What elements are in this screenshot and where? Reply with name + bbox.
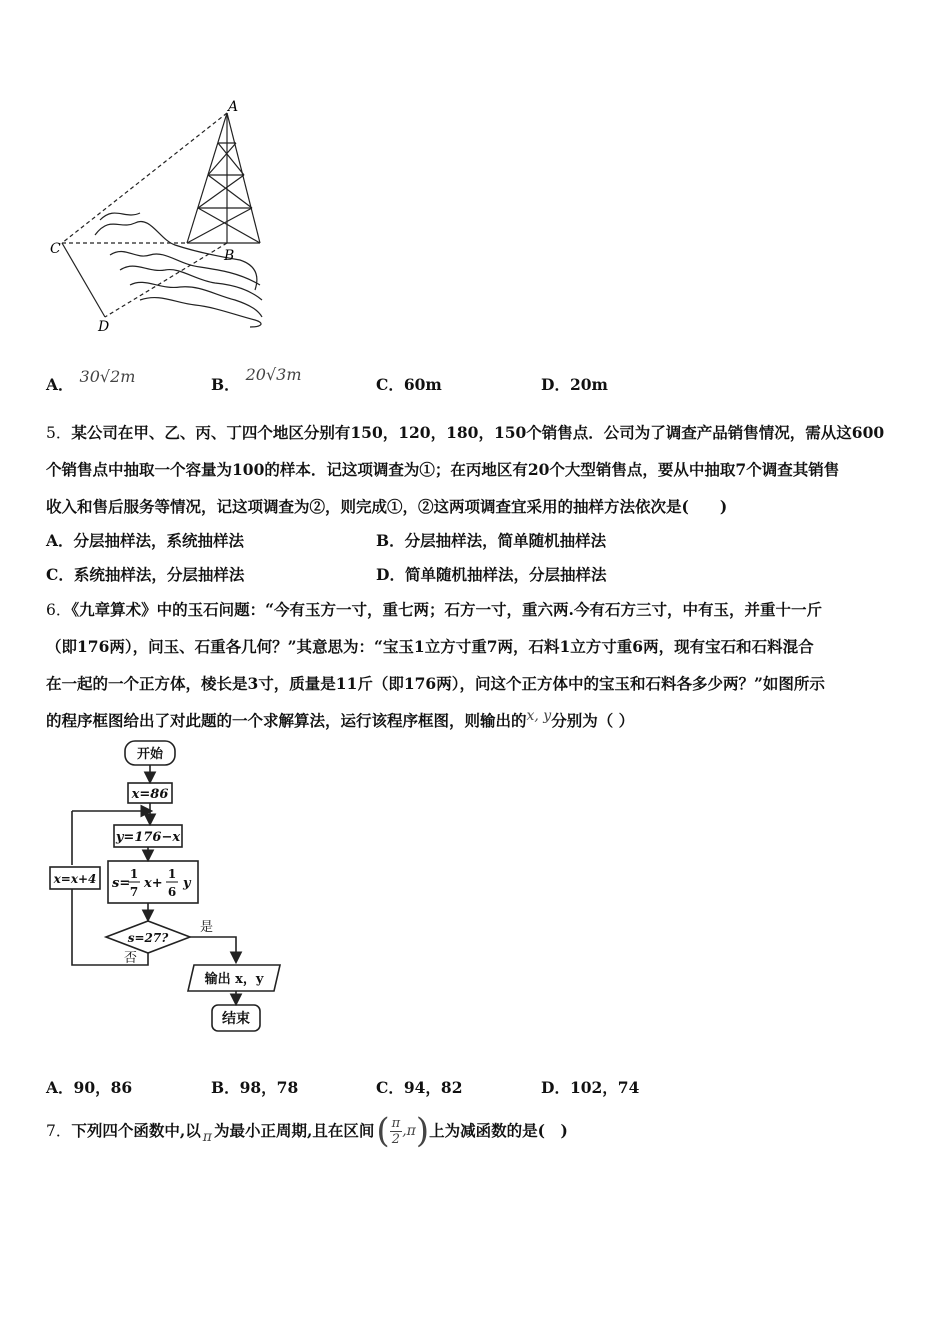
q6-line-3: 在一起的一个正方体，棱长是3寸，质量是11斤（即176两），问这个正方体中的宝玉和石料各多少两？”如图所示 [46,674,825,693]
q7-pi: π [202,1129,212,1145]
q5-number: 5． [46,424,72,442]
flow-s-prefix: s= [112,876,131,891]
flow-start-text: 开始 [136,747,164,762]
q6-option-a[interactable]: A．90，86 [46,1078,133,1097]
flow-s-frac2-num: 1 [167,867,177,881]
q4-option-a[interactable]: A． 30√2m [46,367,136,394]
flow-output-text: 输出 x，y [204,972,264,987]
q6-option-c[interactable]: C．94，82 [376,1078,463,1097]
q7-number: 7． [46,1122,72,1140]
tower-figure [40,95,280,340]
q6-number: 6． [46,601,72,619]
flow-end-text: 结束 [222,1011,250,1027]
q5-option-c[interactable]: C．系统抽样法，分层抽样法 [46,565,245,584]
q5-line-3: 收入和售后服务等情况，记这项调查为②，则完成①，②这两项调查宜采用的抽样方法依次是( ) [46,497,728,516]
label-c: C [50,241,61,257]
q7-line: 7． 下列四个函数中,以 π 为最小正周期,且在区间 ( $\frac{\pi}{2}$ ,π ) 上为减函数的是( ) [46,1114,568,1148]
flow-loop-text: x=x+4 [53,872,97,886]
label-a: A [228,99,239,115]
label-b: B [224,248,235,264]
flow-s-frac2-den: 6 [167,885,177,899]
q4-option-d[interactable]: D．20m [541,375,608,394]
flow-s-frac1-den: 7 [129,885,139,899]
q6-line-2: （即176两），问玉、石重各几何？”其意思为：“宝玉1立方寸重7两，石料1立方寸重6两，现有宝石和石料混合 [46,637,814,656]
q5-option-b[interactable]: B．分层抽样法，简单随机抽样法 [376,531,607,550]
flow-s-frac1-num: 1 [129,867,139,881]
q4-option-b[interactable]: B．20√3m [211,365,302,394]
label-d: D [98,319,110,335]
q7-interval: ( $\frac{\pi}{2}$ ,π ) [376,1111,430,1151]
q5-line-1: 5．某公司在甲、乙、丙、丁四个地区分别有150，120，180，150个销售点．公司为了调查产品销售情况，需从这600 [46,423,885,442]
flow-yes-text: 是 [200,920,214,935]
flow-no-text: 否 [124,951,138,966]
flow-assign-y-text: y=176−x [115,830,181,845]
q6-line-4: 的程序框图给出了对此题的一个求解算法，运行该程序框图，则输出的x, y分别为（ ） [46,708,635,730]
q5-option-a[interactable]: A．分层抽样法，系统抽样法 [46,531,245,550]
q5-option-d[interactable]: D．简单随机抽样法，分层抽样法 [376,565,607,584]
q4-option-c[interactable]: C．60m [376,375,442,394]
flow-decision-text: s=27? [127,931,169,945]
flowchart [48,735,288,1037]
q6-option-b[interactable]: B．98，78 [211,1078,299,1097]
flow-init-text: x=86 [131,787,169,802]
flow-s-suffix: y [183,876,191,891]
q6-option-d[interactable]: D．102，74 [541,1078,640,1097]
q6-line-1: 6．《九章算术》中的玉石问题：“今有玉方一寸，重七两；石方一寸，重六两.今有石方三寸，中有玉，并重十一斤 [46,600,822,619]
q5-line-2: 个销售点中抽取一个容量为100的样本．记这项调查为①；在丙地区有20个大型销售点，要从中抽取7个调查其销售 [46,460,840,479]
flow-s-mid: x+ [144,876,163,891]
